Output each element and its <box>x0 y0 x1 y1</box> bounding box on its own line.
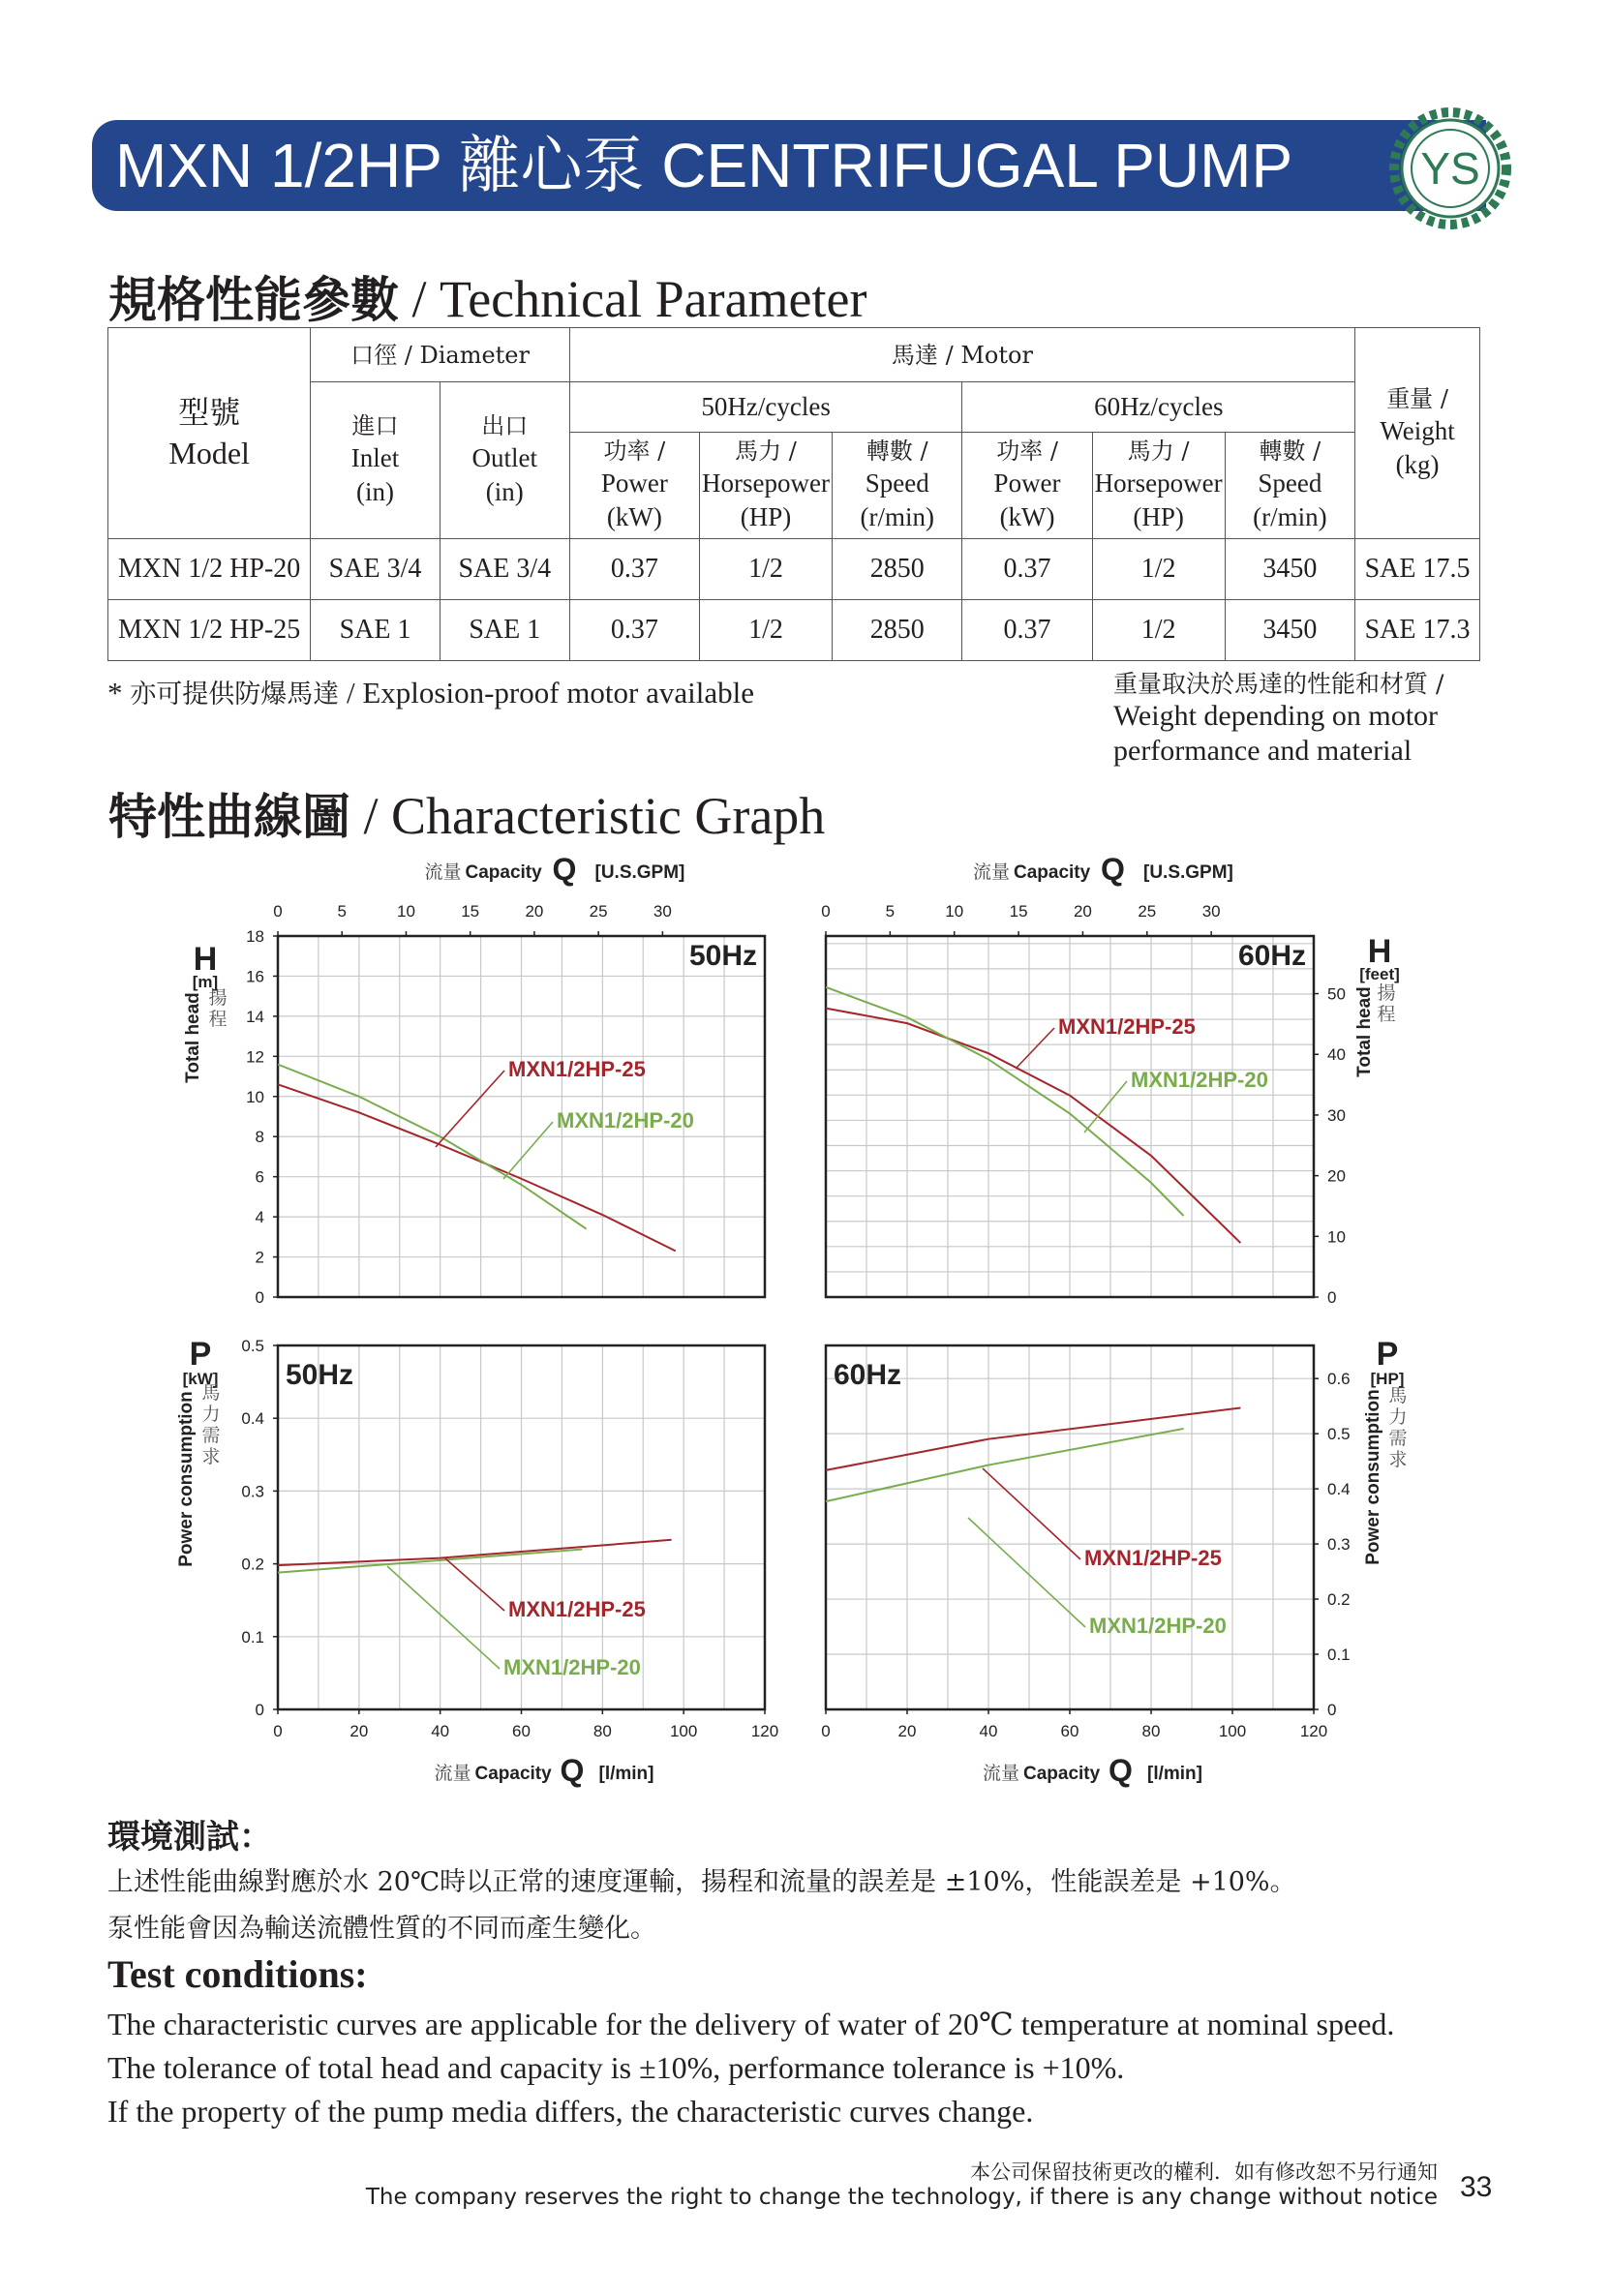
y-tick-label: 30 <box>1327 1105 1346 1125</box>
inlet-header: 進口 Inlet (in) <box>311 382 440 539</box>
capacity-unit: [U.S.GPM] <box>594 862 685 883</box>
capacity-unit: [l/min] <box>1147 1764 1202 1784</box>
series-line <box>826 1407 1240 1469</box>
y-tick-label: 10 <box>1327 1227 1346 1247</box>
speed50-cell: 2850 <box>832 539 962 600</box>
hp60-cell: 1/2 <box>1092 600 1225 661</box>
axis-symbol: H <box>1367 933 1392 970</box>
outlet-cell: SAE 1 <box>440 600 569 661</box>
y-tick-label: 0.3 <box>1327 1535 1351 1555</box>
y-tick-label: 10 <box>246 1087 264 1106</box>
axis-title: Total head <box>183 992 203 1083</box>
axis-title-zh: 需 <box>1388 1429 1408 1449</box>
x-tick-label: 20 <box>1073 902 1092 921</box>
x-tick-label: 40 <box>431 1722 450 1740</box>
y-tick-label: 14 <box>246 1007 264 1026</box>
weight-header: 重量 / Weight (kg) <box>1355 328 1480 539</box>
inlet-cell: SAE 3/4 <box>311 539 440 600</box>
y-tick-label: 4 <box>255 1208 264 1227</box>
hp60-header: 馬力 / Horsepower (HP) <box>1092 433 1225 539</box>
x-tick-label: 0 <box>821 1722 831 1740</box>
series-line <box>278 1550 582 1573</box>
frequency-label: 60Hz <box>834 1359 902 1391</box>
hp50-header: 馬力 / Horsepower (HP) <box>699 433 832 539</box>
x-tick-label: 25 <box>589 902 608 921</box>
y-tick-label: 16 <box>246 967 264 986</box>
y-tick-label: 0.2 <box>1327 1590 1351 1610</box>
axis-unit: [HP] <box>1370 1370 1405 1388</box>
x-tick-label: 100 <box>669 1722 698 1740</box>
test-conditions-section <box>107 1951 1394 2133</box>
x-tick-label: 80 <box>1141 1722 1161 1740</box>
hp50-cell: 1/2 <box>699 600 832 661</box>
y-tick-label: 0.2 <box>241 1555 264 1574</box>
speed50-header: 轉數 / Speed (r/min) <box>832 433 962 539</box>
x-tick-label: 120 <box>750 1722 779 1740</box>
axis-title-zh: 馬 <box>201 1383 221 1404</box>
axis-title-zh: 程 <box>1377 1005 1396 1025</box>
x-tick-label: 40 <box>979 1722 998 1740</box>
outlet-header: 出口 Outlet (in) <box>440 382 569 539</box>
capacity-label: Capacity <box>465 862 542 883</box>
explosion-proof-note: * 亦可提供防爆馬達 / Explosion-proof motor available <box>107 676 754 710</box>
capacity-symbol: Q <box>552 852 577 887</box>
series-label: MXN1/2HP-25 <box>1058 1014 1196 1039</box>
test-line-2: The tolerance of total head and capacity is ±10%, performance tolerance is +10%. <box>107 2050 1125 2085</box>
x-tick-label: 60 <box>512 1722 531 1740</box>
y-tick-label: 0.3 <box>241 1482 264 1501</box>
y-tick-label: 0 <box>255 1701 264 1719</box>
leader-line <box>445 1558 504 1611</box>
axis-unit: [kW] <box>182 1370 219 1388</box>
env-test-section <box>107 1810 1296 1950</box>
capacity-symbol: Q <box>1101 852 1125 887</box>
frequency-label: 50Hz <box>286 1359 354 1391</box>
y-tick-label: 8 <box>255 1128 264 1147</box>
x-tick-label: 10 <box>396 902 415 921</box>
test-line-3: If the property of the pump media differs, the characteristic curves change. <box>107 2094 1034 2129</box>
capacity-label-zh: 流量 <box>424 862 462 883</box>
x-tick-label: 0 <box>821 902 831 921</box>
page-number: 33 <box>1460 2171 1493 2203</box>
outlet-cell: SAE 3/4 <box>440 539 569 600</box>
env-line-2: 泵性能會因為輸送流體性質的不同而產生變化。 <box>107 1914 656 1944</box>
tech-title-en: / Technical Parameter <box>399 270 867 328</box>
x-tick-label: 20 <box>349 1722 369 1740</box>
capacity-symbol: Q <box>560 1753 585 1788</box>
weight-cell: SAE 17.5 <box>1355 539 1480 600</box>
leader-line <box>387 1566 500 1669</box>
series-label: MXN1/2HP-20 <box>1131 1068 1268 1092</box>
x-tick-label: 120 <box>1299 1722 1328 1740</box>
model-cell: MXN 1/2 HP-25 <box>108 600 311 661</box>
model-header: 型號 Model <box>108 328 311 539</box>
axis-title-zh: 馬 <box>1388 1386 1408 1406</box>
y-tick-label: 0.5 <box>1327 1425 1351 1444</box>
series-label: MXN1/2HP-25 <box>1084 1546 1222 1570</box>
x-tick-label: 30 <box>1201 902 1221 921</box>
series-label: MXN1/2HP-20 <box>557 1108 694 1133</box>
y-tick-label: 18 <box>246 927 264 946</box>
graph-title-en: / Characteristic Graph <box>350 787 826 845</box>
speed60-cell: 3450 <box>1225 539 1355 600</box>
series-line <box>826 1429 1184 1501</box>
inlet-cell: SAE 1 <box>311 600 440 661</box>
x-tick-label: 0 <box>273 1722 283 1740</box>
y-tick-label: 0 <box>1327 1288 1337 1307</box>
power50-header: 功率 / Power (kW) <box>569 433 699 539</box>
model-cell: MXN 1/2 HP-20 <box>108 539 311 600</box>
hz60-header: 60Hz/cycles <box>962 382 1355 433</box>
y-tick-label: 12 <box>246 1047 264 1067</box>
hp60-cell: 1/2 <box>1092 539 1225 600</box>
axis-title-zh: 揚 <box>1377 983 1396 1004</box>
power50-cell: 0.37 <box>569 600 699 661</box>
y-tick-label: 0.6 <box>1327 1370 1351 1389</box>
y-tick-label: 0.1 <box>1327 1646 1351 1665</box>
leader-line <box>1017 1028 1054 1068</box>
power60-header: 功率 / Power (kW) <box>962 433 1092 539</box>
speed60-header: 轉數 / Speed (r/min) <box>1225 433 1355 539</box>
capacity-label-zh: 流量 <box>434 1764 471 1784</box>
axis-title: Total head <box>1354 986 1375 1077</box>
series-label: MXN1/2HP-20 <box>503 1655 641 1679</box>
y-tick-label: 0 <box>1327 1701 1337 1719</box>
y-tick-label: 0.4 <box>1327 1480 1351 1499</box>
x-tick-label: 0 <box>273 902 283 921</box>
axis-symbol: H <box>193 941 218 978</box>
capacity-label: Capacity <box>1014 862 1091 883</box>
y-tick-label: 0.4 <box>241 1409 264 1429</box>
axis-title-zh: 求 <box>1388 1450 1408 1470</box>
series-line <box>278 1065 587 1229</box>
env-line-1: 上述性能曲線對應於水 20℃時以正常的速度運輸，揚程和流量的誤差是 ±10%，性能誤差是 +10%。 <box>107 1867 1296 1897</box>
capacity-label: Capacity <box>1023 1764 1101 1784</box>
power50-cell: 0.37 <box>569 539 699 600</box>
axis-unit: [feet] <box>1359 965 1400 983</box>
motor-header: 馬達 / Motor <box>569 328 1354 382</box>
x-tick-label: 10 <box>945 902 964 921</box>
capacity-label-zh: 流量 <box>983 1764 1020 1784</box>
y-tick-label: 2 <box>255 1248 264 1267</box>
test-line-1: The characteristic curves are applicable for the delivery of water of 20℃ temperature at nominal speed. <box>107 2007 1395 2041</box>
x-tick-label: 100 <box>1218 1722 1247 1740</box>
footer-en: The company reserves the right to change the technology, if there is any change without notice <box>365 2185 1438 2211</box>
x-tick-label: 80 <box>592 1722 612 1740</box>
x-tick-label: 5 <box>885 902 896 921</box>
x-tick-label: 20 <box>897 1722 917 1740</box>
tech-title-zh: 規格性能參數 <box>108 271 399 328</box>
weight-cell: SAE 17.3 <box>1355 600 1480 661</box>
frequency-label: 50Hz <box>688 940 757 972</box>
axis-symbol: P <box>189 1336 212 1373</box>
axis-title-zh: 程 <box>208 1010 228 1030</box>
axis-symbol: P <box>1376 1336 1399 1373</box>
capacity-unit: [l/min] <box>598 1764 654 1784</box>
power60-cell: 0.37 <box>962 539 1092 600</box>
axis-title: Power consumption <box>1363 1389 1383 1565</box>
x-tick-label: 15 <box>1009 902 1028 921</box>
logo-letters: YS <box>1420 143 1480 194</box>
x-tick-label: 25 <box>1138 902 1157 921</box>
y-tick-label: 20 <box>1327 1166 1346 1186</box>
power60-cell: 0.37 <box>962 600 1092 661</box>
x-tick-label: 60 <box>1060 1722 1079 1740</box>
series-label: MXN1/2HP-25 <box>508 1057 646 1081</box>
y-tick-label: 0 <box>255 1288 264 1307</box>
speed50-cell: 2850 <box>832 600 962 661</box>
leader-line <box>503 1122 553 1179</box>
frequency-label: 60Hz <box>1237 940 1306 972</box>
capacity-label: Capacity <box>474 1764 552 1784</box>
y-tick-label: 0.1 <box>241 1627 264 1646</box>
diameter-header: 口徑 / Diameter <box>311 328 570 382</box>
y-tick-label: 6 <box>255 1167 264 1187</box>
leader-line <box>968 1518 1085 1627</box>
env-title: 環境測試： <box>107 1818 272 1857</box>
axis-title-zh: 揚 <box>208 988 228 1009</box>
leader-line <box>436 1071 504 1147</box>
axis-unit: [m] <box>192 973 219 991</box>
capacity-unit: [U.S.GPM] <box>1143 862 1233 883</box>
footer-notice <box>366 2160 1438 2212</box>
axis-title-zh: 力 <box>201 1405 221 1425</box>
page-title: MXN 1/2HP 離心泵 CENTRIFUGAL PUMP <box>115 131 1293 200</box>
axis-title-zh: 需 <box>201 1426 221 1446</box>
x-tick-label: 15 <box>461 902 480 921</box>
series-line <box>278 1540 672 1565</box>
axis-title-zh: 求 <box>201 1447 221 1467</box>
axis-title: Power consumption <box>176 1391 197 1567</box>
hz50-header: 50Hz/cycles <box>569 382 962 433</box>
x-tick-label: 30 <box>653 902 672 921</box>
y-tick-label: 50 <box>1327 984 1346 1004</box>
series-label: MXN1/2HP-20 <box>1089 1614 1227 1638</box>
test-title: Test conditions: <box>107 1952 368 1996</box>
axis-title-zh: 力 <box>1388 1407 1408 1428</box>
x-tick-label: 20 <box>525 902 544 921</box>
series-label: MXN1/2HP-25 <box>508 1597 646 1621</box>
graph-title-zh: 特性曲線圖 <box>108 788 350 845</box>
y-tick-label: 40 <box>1327 1045 1346 1065</box>
capacity-label-zh: 流量 <box>973 862 1011 883</box>
capacity-symbol: Q <box>1109 1753 1133 1788</box>
hp50-cell: 1/2 <box>699 539 832 600</box>
leader-line <box>1084 1081 1127 1133</box>
weight-note: 重量取決於馬達的性能和材質 / Weight depending on motor performance and material <box>1113 670 1444 767</box>
speed60-cell: 3450 <box>1225 600 1355 661</box>
x-tick-label: 5 <box>337 902 347 921</box>
series-line <box>826 1009 1240 1243</box>
footer-zh: 本公司保留技術更改的權利．如有修改恕不另行通知 <box>970 2160 1438 2184</box>
y-tick-label: 0.5 <box>241 1337 264 1355</box>
